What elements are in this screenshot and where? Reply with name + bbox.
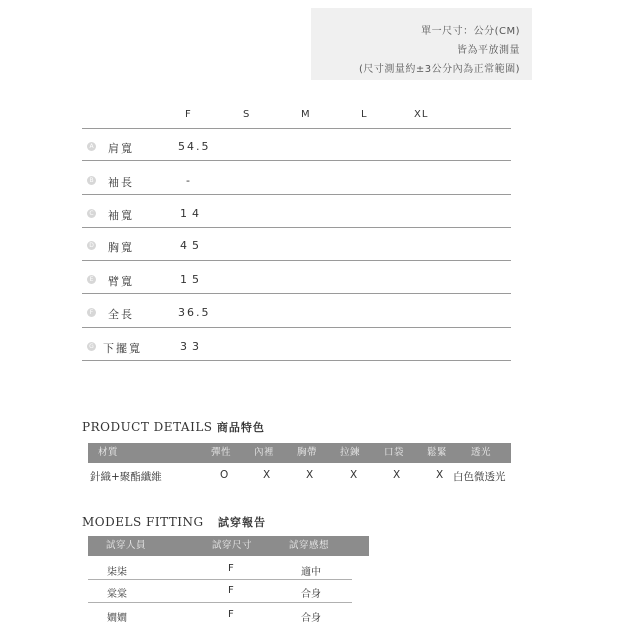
row-value-f: 36.5 [178,306,211,319]
pd-header-zipper: 拉鍊 [340,447,361,458]
product-details-title-en: PRODUCT DETAILS [82,420,213,434]
mf-row-size: F [228,609,234,620]
pd-value-elastic: O [220,469,229,481]
mf-row-name: 嫺嫺 [107,613,127,624]
mf-row-size: F [228,563,234,574]
pd-value-waistband: X [436,469,444,481]
row-divider [82,293,511,294]
badge-f: F [87,308,96,317]
badge-b: B [87,176,96,185]
row-value-f: 14 [180,207,204,220]
mf-row-feel: 合身 [301,589,321,600]
badge-c: C [87,209,96,218]
pd-header-material: 材質 [98,447,119,458]
badge-a: A [87,142,96,151]
row-divider [82,327,511,328]
product-details-title [82,419,265,435]
pd-header-chest-strap: 胸帶 [297,447,318,458]
pd-value-pocket: X [393,469,401,481]
row-value-f: 33 [180,340,204,353]
size-col-l: L [361,109,368,120]
note-flat: 皆為平放測量 [457,45,520,56]
row-divider [82,260,511,261]
size-col-s: S [243,109,251,120]
mf-row-divider [88,579,352,580]
row-label: 肩寬 [108,142,134,155]
note-unit: 單一尺寸：公分(CM) [421,26,520,37]
row-value-f: 45 [180,239,204,252]
models-fitting-title-en: MODELS FITTING [82,515,204,529]
badge-e: E [87,275,96,284]
mf-row-divider [88,602,352,603]
size-col-f: F [185,109,192,120]
mf-row-name: 棠棠 [107,589,127,600]
mf-row-name: 柒柒 [107,567,127,578]
pd-value-chest-strap: X [306,469,314,481]
row-label: 下擺寬 [103,342,142,355]
mf-header-size: 試穿尺寸 [212,540,253,551]
row-divider [82,194,511,195]
pd-value-sheer: 白色微透光 [453,471,506,483]
product-details-title-zh: 商品特色 [216,421,265,434]
mf-header-person: 試穿人員 [106,540,147,551]
size-header-divider [82,128,511,129]
badge-d: D [87,241,96,250]
pd-header-elastic: 彈性 [211,447,232,458]
pd-value-lining: X [263,469,271,481]
models-fitting-header-bar [88,536,369,556]
product-details-header-bar [88,443,511,463]
row-label: 袖長 [108,176,134,189]
row-label: 全長 [108,308,134,321]
size-col-xl: XL [414,109,429,120]
note-tolerance: (尺寸測量約±3公分內為正常範圍) [358,64,520,75]
row-label: 臂寬 [108,275,134,288]
mf-row-feel: 適中 [301,567,321,578]
mf-row-size: F [228,585,234,596]
measurement-note [311,8,532,80]
models-fitting-title [82,514,266,530]
pd-header-sheer: 透光 [471,447,492,458]
row-divider [82,227,511,228]
pd-value-zipper: X [350,469,358,481]
row-divider [82,160,511,161]
mf-row-feel: 合身 [301,613,321,624]
row-label: 袖寬 [108,209,134,222]
row-value-f: - [186,174,192,187]
row-value-f: 15 [180,273,204,286]
pd-value-material: 針織+聚酯纖維 [90,471,162,483]
pd-header-lining: 內裡 [254,447,275,458]
pd-header-waistband: 鬆緊 [427,447,448,458]
badge-g: G [87,342,96,351]
size-col-m: M [301,109,311,120]
mf-header-feedback: 試穿感想 [289,540,330,551]
pd-header-pocket: 口袋 [384,447,405,458]
row-label: 胸寬 [108,241,134,254]
row-divider [82,360,511,361]
row-value-f: 54.5 [178,140,211,153]
models-fitting-title-zh: 試穿報告 [217,516,266,529]
